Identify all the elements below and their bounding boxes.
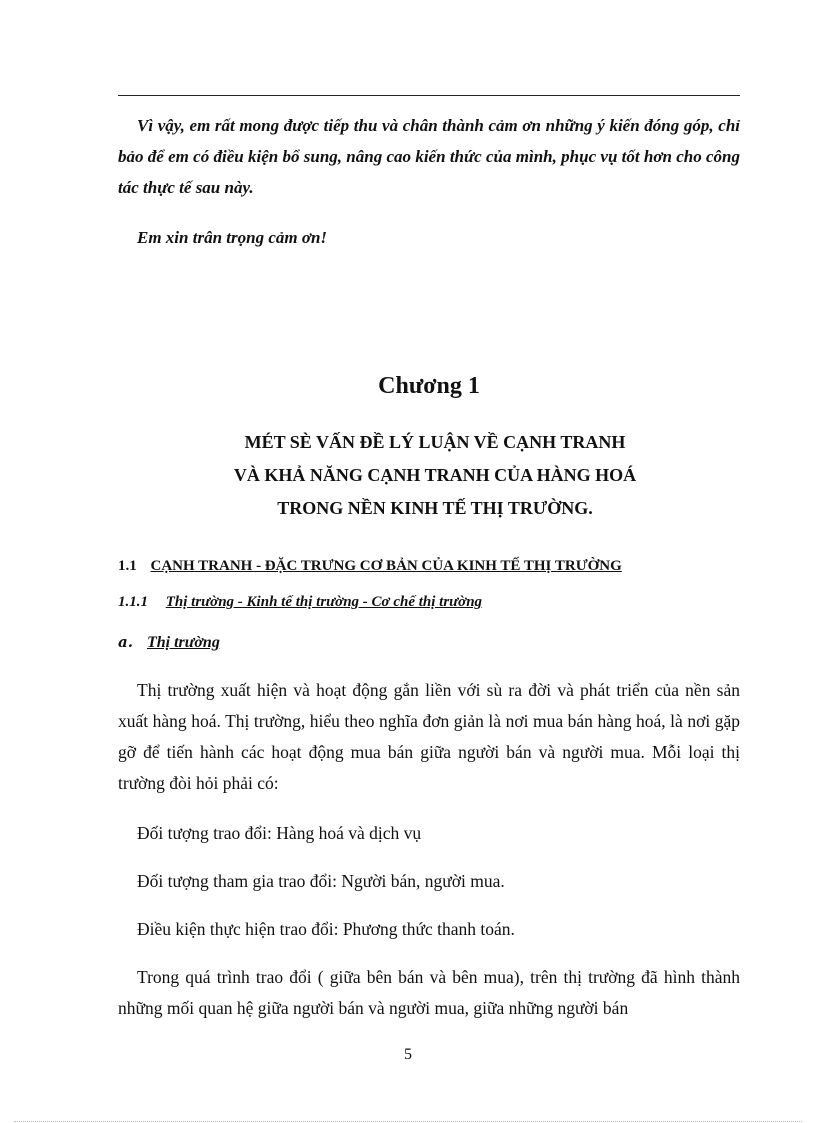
body-intro-paragraph: Thị trường xuất hiện và hoạt động gắn liền với sù ra đời và phát triển của nền sản xuất hàng hoá. Thị trường, hiểu theo nghĩa đơn giản là nơi mua bán hàng hoá, là nơi gặp gỡ để tiến hành các hoạt động mua bán giữa người bán và người mua. Mỗi loại thị trường đòi hỏi phải có:	[118, 680, 740, 793]
section-title: Thị trường	[146, 634, 220, 651]
section-number: 1.1	[118, 558, 137, 574]
chapter-subtitle	[130, 426, 740, 525]
chapter-subtitle-line: TRONG NỀN KINH TẾ THỊ TRƯỜNG.	[277, 498, 593, 518]
section-letter: a.	[118, 633, 133, 651]
chapter-subtitle-line: MÉT SÈ VẤN ĐỀ LÝ LUẬN VỀ CẠNH TRANH	[244, 432, 626, 452]
acknowledgement-paragraph: Vì vậy, em rất mong được tiếp thu và chân thành cảm ơn những ý kiến đóng góp, chỉ bảo để em có điều kiện bổ sung, nâng cao kiến thức của mình, phục vụ tốt hơn cho công tác thực tế sau này.	[118, 116, 740, 197]
requirement-item: Đối tượng tham gia trao đổi: Người bán, người mua.	[137, 871, 505, 891]
requirement-item: Đối tượng trao đổi: Hàng hoá và dịch vụ	[137, 823, 422, 843]
chapter-title: Chương 1	[378, 373, 480, 399]
section-heading-1-1	[118, 555, 622, 577]
section-title: CẠNH TRANH - ĐẶC TRƯNG CƠ BẢN CỦA KINH TẾ THỊ TRƯỜNG	[150, 558, 622, 574]
chapter-subtitle-line: VÀ KHẢ NĂNG CẠNH TRANH CỦA HÀNG HOÁ	[233, 465, 637, 485]
section-title: Thị trường - Kinh tế thị trường - Cơ chế thị trường	[165, 594, 483, 610]
body-continuation-paragraph: Trong quá trình trao đổi ( giữa bên bán và bên mua), trên thị trường đã hình thành những mối quan hệ giữa người bán và người mua, giữa những người bán	[118, 967, 740, 1018]
header-rule	[118, 95, 740, 96]
acknowledgement-closing: Em xin trân trọng cảm ơn!	[137, 228, 328, 247]
requirement-item: Điều kiện thực hiện trao đổi: Phương thức thanh toán.	[137, 919, 515, 939]
page-number: 5	[404, 1046, 412, 1063]
section-heading-1-1-1	[118, 591, 482, 613]
section-number: 1.1.1	[118, 594, 148, 610]
page-bottom-border	[14, 1121, 802, 1122]
section-heading-a	[118, 630, 220, 655]
